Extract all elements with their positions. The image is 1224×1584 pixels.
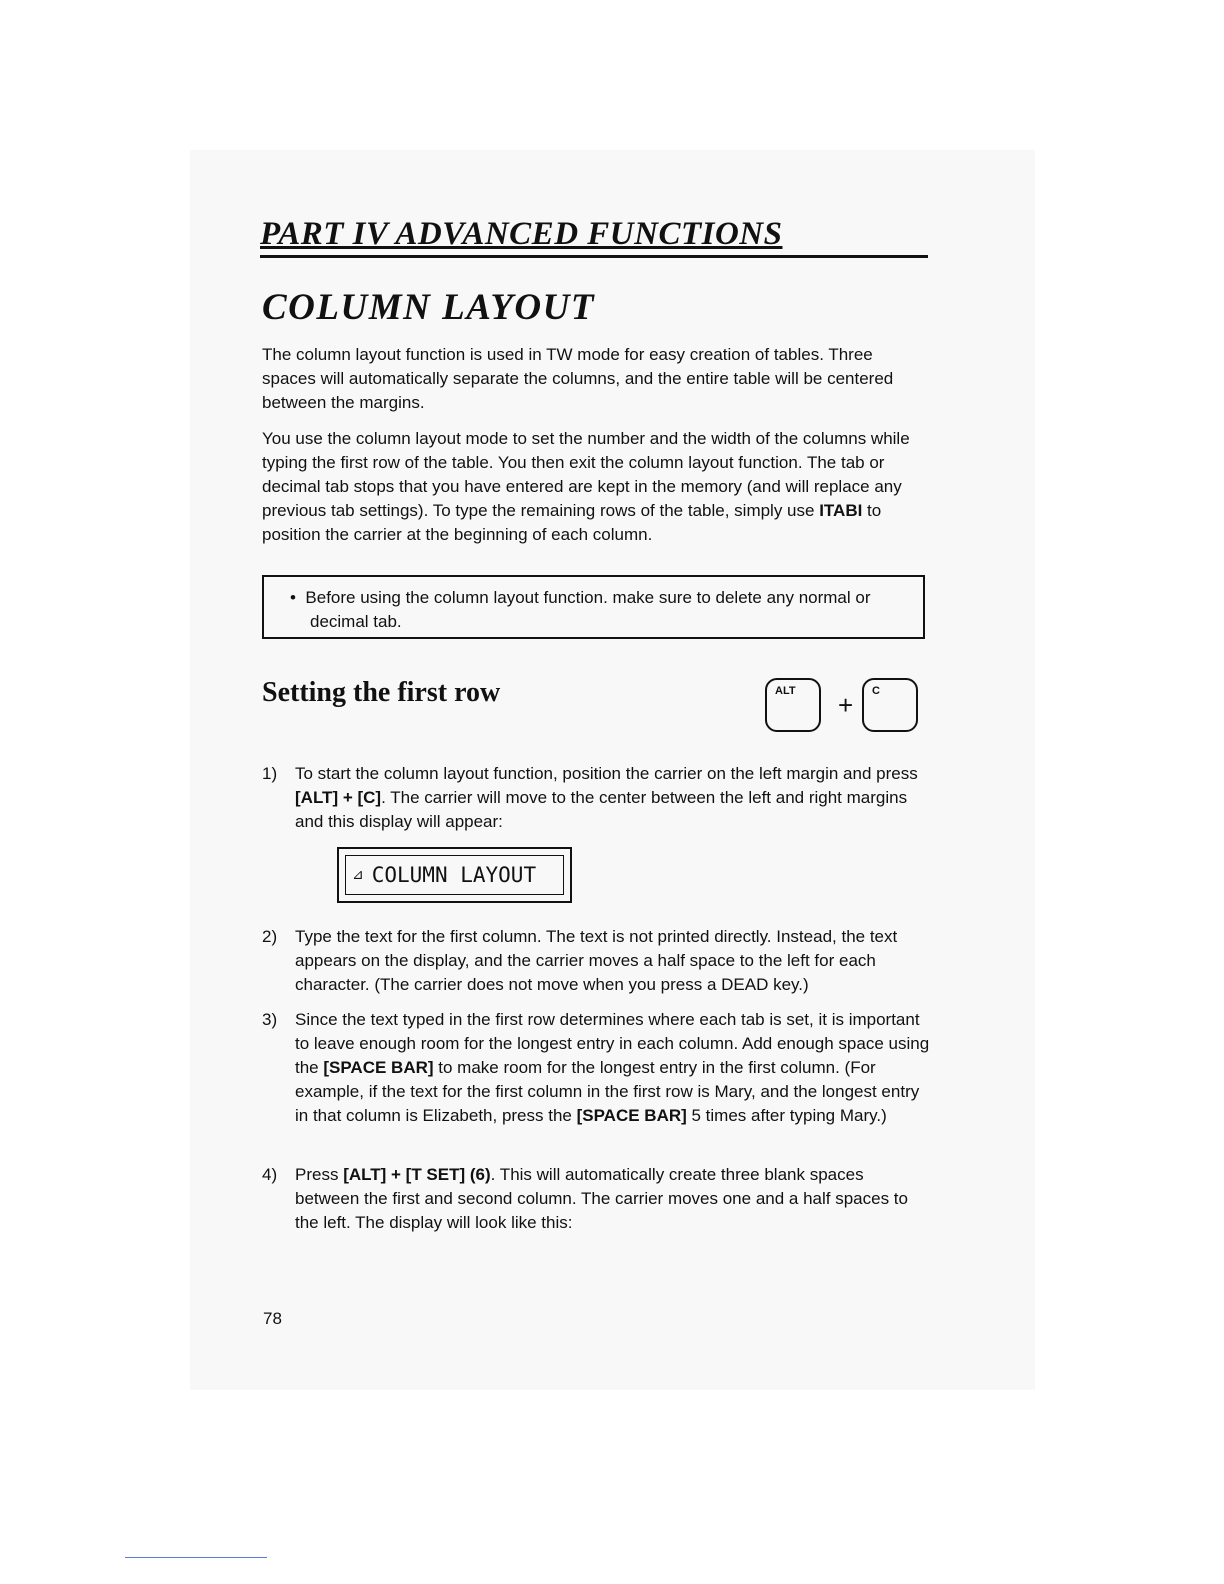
step-text (295, 1163, 930, 1235)
step-number: 4) (262, 1165, 278, 1184)
alt-key-icon (765, 678, 821, 732)
step-3-key-ref-1: [SPACE BAR] (323, 1058, 434, 1077)
c-key-label: C (872, 685, 880, 697)
step-4-key-ref: [ALT] + [T SET] (6) (343, 1165, 491, 1184)
note-text (290, 586, 930, 634)
step-text (295, 1008, 930, 1128)
step-3-text-a: Since the text typed in the first row determines where each tab is set, it is important to leave enough room for the longest entry in each column. Add enough space using the (295, 1010, 930, 1077)
step-3-key-ref-2: [SPACE BAR] (576, 1106, 687, 1125)
lcd-screen (345, 855, 564, 895)
intro-paragraph-2-text: You use the column layout mode to set the number and the width of the columns while typing the first row of the table. You then exit the column layout function. The tab or decimal tab stops that you have entered are kept in the memory (and will replace any previous tab settings). To type the remaining rows of the table, simply use (262, 429, 910, 520)
step-2 (262, 925, 930, 997)
step-number: 2) (262, 927, 278, 946)
bullet: • (290, 588, 296, 607)
column-mode-icon: ⊿ (352, 867, 364, 883)
part-title: PART IV ADVANCED FUNCTIONS (260, 216, 783, 252)
tab-key-ref: ITABI (819, 501, 863, 520)
c-key-icon (862, 678, 918, 732)
lcd-text: COLUMN LAYOUT (371, 863, 537, 887)
step-3 (262, 1008, 930, 1128)
lcd-display (337, 847, 572, 903)
step-4-text-a: Press (295, 1165, 344, 1184)
plus-sign: + (838, 690, 854, 720)
step-1-text-a: To start the column layout function, position the carrier on the left margin and press (295, 764, 918, 783)
step-4 (262, 1163, 930, 1235)
section-title: COLUMN LAYOUT (262, 287, 595, 328)
subheading-setting-first-row: Setting the first row (262, 677, 501, 708)
step-text (295, 762, 930, 834)
step-4-text-b: . This will automatically create three blank spaces between the first and second column. The carrier moves one and a half spaces to the left. The display will look like this: (295, 1165, 908, 1232)
note-content: Before using the column layout function. make sure to delete any normal or decimal tab. (305, 588, 871, 631)
step-3-text-c: 5 times after typing Mary.) (686, 1106, 887, 1125)
part-header (260, 216, 928, 258)
step-text: Type the text for the first column. The text is not printed directly. Instead, the text appears on the display, and the carrier moves a half space to the left for each character. (The carrier does not move when you press a DEAD key.) (295, 927, 898, 994)
step-number: 3) (262, 1010, 278, 1029)
step-number: 1) (262, 764, 278, 783)
step-1 (262, 762, 930, 834)
intro-paragraph-2 (262, 427, 930, 547)
footer-divider (125, 1557, 267, 1558)
alt-key-label: ALT (775, 685, 796, 697)
note-box (262, 575, 925, 639)
intro-paragraph-1: The column layout function is used in TW mode for easy creation of tables. Three spaces will automatically separate the columns, and the entire table will be centered between the margins. (262, 345, 894, 412)
intro-paragraph-2-tail: to position the carrier at the beginning of each column. (262, 501, 882, 544)
step-3-text-b: to make room for the longest entry in the first column. (For example, if the text for the first column in the first row is Mary, and the longest entry in that column is Elizabeth, press the (295, 1058, 920, 1125)
page-number: 78 (263, 1309, 282, 1328)
step-1-key-ref: [ALT] + [C] (295, 788, 382, 807)
step-1-text-b: . The carrier will move to the center between the left and right margins and this display will appear: (295, 788, 908, 831)
